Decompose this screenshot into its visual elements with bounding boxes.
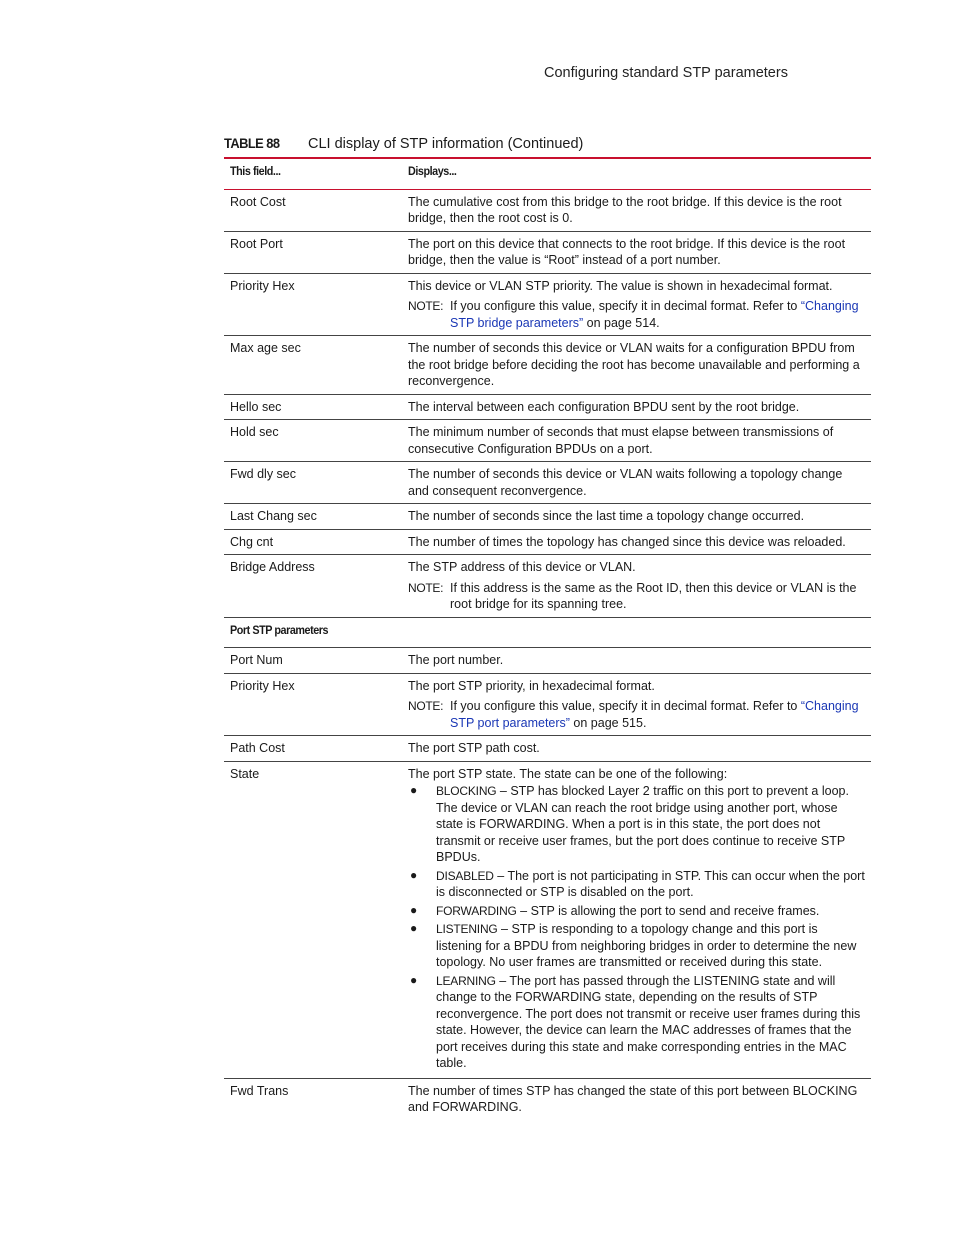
field-name: Last Chang sec bbox=[224, 504, 402, 530]
list-item bbox=[408, 921, 865, 971]
table-row bbox=[224, 504, 871, 530]
field-name: Bridge Address bbox=[224, 555, 402, 618]
field-name: Port Num bbox=[224, 648, 402, 674]
table-header-row bbox=[224, 158, 871, 189]
table-row bbox=[224, 189, 871, 231]
note bbox=[408, 298, 865, 331]
table-row bbox=[224, 736, 871, 762]
field-description-cell bbox=[402, 761, 871, 1078]
field-name: Hello sec bbox=[224, 394, 402, 420]
note-text: If this address is the same as the Root ID, then this device or VLAN is the root bridge for its spanning tree. bbox=[450, 580, 857, 611]
field-name: State bbox=[224, 761, 402, 1078]
stp-info-table bbox=[224, 157, 871, 1120]
list-item bbox=[408, 903, 865, 920]
state-term: BLOCKING bbox=[436, 784, 497, 798]
list-item bbox=[408, 783, 865, 866]
state-text: – STP is allowing the port to send and receive frames. bbox=[516, 903, 820, 918]
bullet-icon: ● bbox=[410, 783, 418, 797]
bullet-icon: ● bbox=[410, 972, 418, 987]
field-description: The port STP priority, in hexadecimal format. bbox=[408, 678, 655, 693]
table-row bbox=[224, 529, 871, 555]
field-description: The cumulative cost from this bridge to the root bridge. If this device is the root bridge, then the root cost is 0. bbox=[402, 189, 871, 231]
note-text: If you configure this value, specify it in decimal format. Refer to “Changing STP bridge parameters” on page 514. bbox=[450, 299, 859, 330]
section-title: Port STP parameters bbox=[224, 617, 871, 648]
table-row bbox=[224, 555, 871, 618]
field-name: Fwd dly sec bbox=[224, 462, 402, 504]
field-description-cell bbox=[402, 273, 871, 336]
state-text: – STP is responding to a topology change and this port is listening for a BPDU from neighboring bridges in order to determine the new topology. No user frames are transmitted or received during this state. bbox=[436, 922, 857, 969]
note-label: NOTE: bbox=[408, 699, 444, 713]
note-label: NOTE: bbox=[408, 299, 444, 313]
field-description: The number of times the topology has changed since this device was reloaded. bbox=[402, 529, 871, 555]
column-header-displays: Displays... bbox=[402, 158, 871, 189]
field-name: Path Cost bbox=[224, 736, 402, 762]
table-row bbox=[224, 1078, 871, 1120]
field-description: The port on this device that connects to the root bridge. If this device is the root bridge, then the value is “Root” instead of a port number. bbox=[402, 231, 871, 273]
cross-reference-link[interactable]: “Changing STP port parameters” bbox=[450, 699, 859, 730]
field-description: The number of seconds since the last time a topology change occurred. bbox=[402, 504, 871, 530]
field-description: The number of seconds this device or VLAN waits following a topology change and consequent reconvergence. bbox=[402, 462, 871, 504]
bullet-icon: ● bbox=[410, 921, 418, 935]
state-term: LEARNING bbox=[436, 973, 496, 988]
table-caption bbox=[224, 135, 870, 152]
table-row bbox=[224, 648, 871, 674]
note bbox=[408, 698, 865, 731]
list-item bbox=[408, 868, 865, 901]
field-name: Root Cost bbox=[224, 189, 402, 231]
field-description: The number of seconds this device or VLAN waits for a configuration BPDU from the root bridge before deciding the root has become unavailable and performing a reconvergence. bbox=[402, 336, 871, 395]
field-name: Priority Hex bbox=[224, 673, 402, 736]
table-row bbox=[224, 462, 871, 504]
bullet-icon: ● bbox=[410, 867, 418, 882]
field-name: Fwd Trans bbox=[230, 1083, 289, 1098]
state-term: LISTENING bbox=[436, 922, 498, 936]
column-header-field: This field... bbox=[224, 158, 402, 189]
field-name: Max age sec bbox=[224, 336, 402, 395]
field-description: The number of times STP has changed the state of this port between BLOCKING and FORWARDING. bbox=[408, 1083, 858, 1114]
note-label: NOTE: bbox=[408, 580, 444, 595]
field-description: The port number. bbox=[402, 648, 871, 674]
table-row bbox=[224, 673, 871, 736]
field-description: The minimum number of seconds that must elapse between transmissions of consecutive Configuration BPDUs on a port. bbox=[402, 420, 871, 462]
table-row bbox=[224, 231, 871, 273]
state-text: – The port has passed through the LISTENING state and will change to the FORWARDING state, depending on the results of STP reconvergence. The port does not transmit or receive user frames during this state. However, the device can learn the MAC addresses of frames that the port receives during this state and make corresponding entries in the MAC table. bbox=[436, 973, 861, 1070]
field-name: Hold sec bbox=[224, 420, 402, 462]
field-description: The STP address of this device or VLAN. bbox=[408, 560, 636, 574]
field-description: This device or VLAN STP priority. The value is shown in hexadecimal format. bbox=[408, 278, 833, 293]
field-description: The port STP state. The state can be one of the following: bbox=[408, 766, 728, 781]
note-text: If you configure this value, specify it in decimal format. Refer to “Changing STP port parameters” on page 515. bbox=[450, 699, 859, 730]
table-row bbox=[224, 273, 871, 336]
list-item bbox=[408, 973, 865, 1072]
table-row bbox=[224, 336, 871, 395]
table-row bbox=[224, 420, 871, 462]
state-text: – STP has blocked Layer 2 traffic on this port to prevent a loop. The device or VLAN can reach the root bridge using another port, whose state is FORWARDING. When a port is in this state, the port does not transmit or receive user frames, but the port does continue to receive STP BPDUs. bbox=[436, 784, 849, 864]
running-header: Configuring standard STP parameters bbox=[544, 65, 788, 81]
field-description-cell bbox=[402, 673, 871, 736]
state-text: – The port is not participating in STP. This can occur when the port is disconnected or STP is disabled on the port. bbox=[436, 868, 865, 899]
table-row bbox=[224, 394, 871, 420]
state-list bbox=[408, 783, 865, 1072]
field-name: Priority Hex bbox=[224, 273, 402, 336]
note bbox=[408, 580, 865, 613]
section-row bbox=[224, 617, 871, 648]
field-name: Chg cnt bbox=[224, 529, 402, 555]
field-description-cell bbox=[402, 555, 871, 618]
table-row bbox=[224, 761, 871, 1078]
state-term: FORWARDING bbox=[436, 903, 517, 918]
bullet-icon: ● bbox=[410, 902, 418, 917]
table-label: TABLE 88 bbox=[224, 135, 280, 151]
field-name: Root Port bbox=[224, 231, 402, 273]
field-description: The port STP path cost. bbox=[402, 736, 871, 762]
field-description: The interval between each configuration BPDU sent by the root bridge. bbox=[402, 394, 871, 420]
table-title: CLI display of STP information (Continued) bbox=[308, 136, 584, 152]
cross-reference-link[interactable]: “Changing STP bridge parameters” bbox=[450, 299, 859, 330]
state-term: DISABLED bbox=[436, 868, 494, 883]
